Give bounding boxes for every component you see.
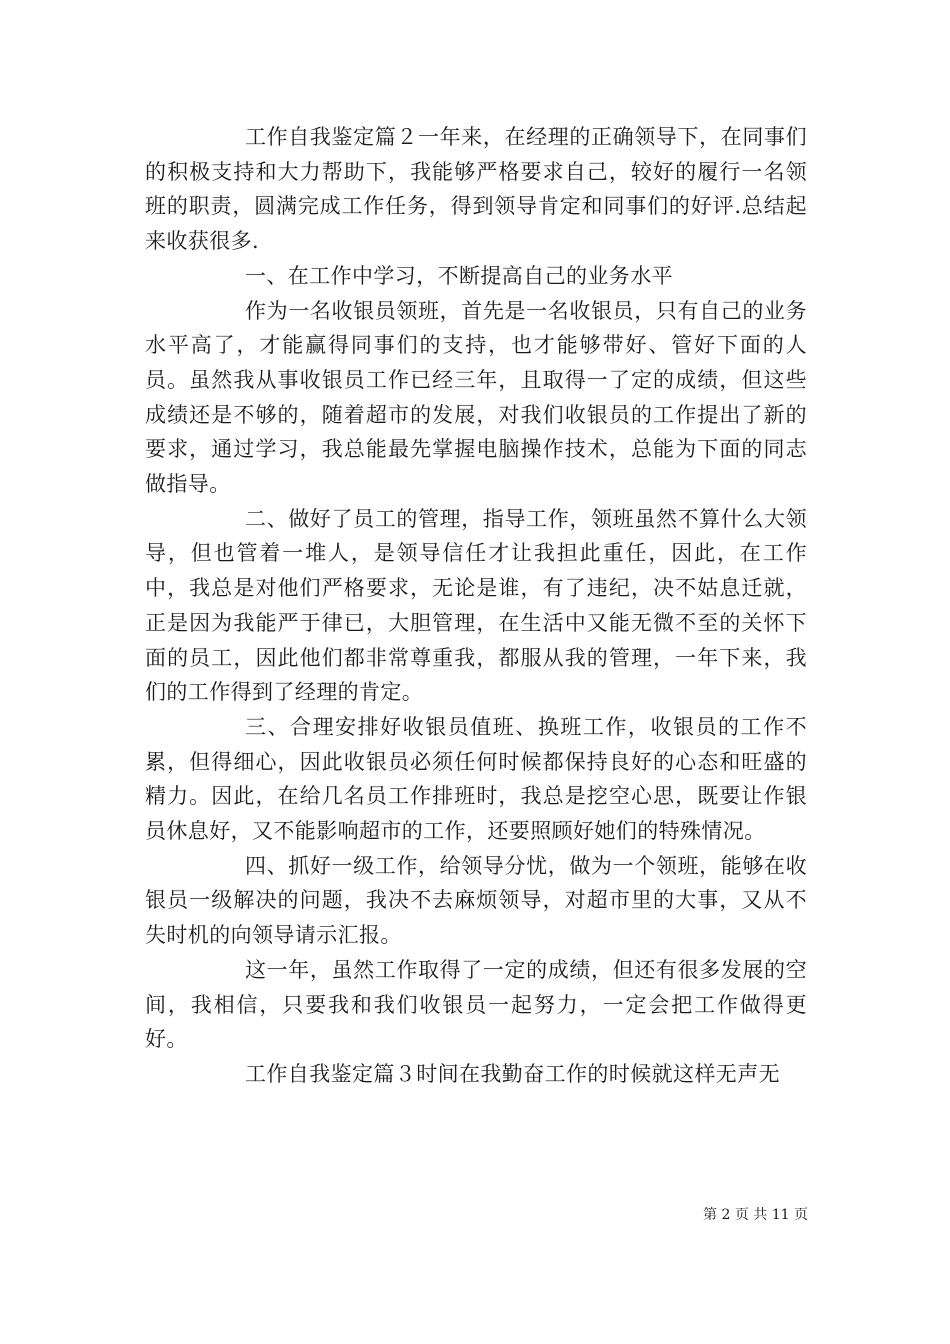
paragraph-learning: 作为一名收银员领班，首先是一名收银员，只有自己的业务水平高了，才能赢得同事们的支持，也才能够带好、管好下面的人员。虽然我从事收银员工作已经三年，且取得一了定的成绩，但这些成绩还是不够的，随着超市的发展，对我们收银员的工作提出了新的要求，通过学习，我总能最先掌握电脑操作技术，总能为下面的同志做指导。 — [145, 298, 807, 497]
page-number-footer: 第 2 页 共 11 页 — [703, 1207, 808, 1223]
paragraph-scheduling: 三、合理安排好收银员值班、换班工作，收银员的工作不累，但得细心，因此收银员必须任何时候都保持良好的心态和旺盛的精力。因此，在给几名员工作排班时，我总是挖空心思，既要让作银员休息好，又不能影响超市的工作，还要照顾好她们的特殊情况。 — [145, 714, 807, 844]
document-body — [145, 120, 807, 1092]
paragraph-intro: 工作自我鉴定篇２一年来，在经理的正确领导下，在同事们的积极支持和大力帮助下，我能够严格要求自己，较好的履行一名领班的职责，圆满完成工作任务，得到领导肯定和同事们的好评.总结起来收获很多. — [145, 125, 807, 254]
paragraph-support: 四、抓好一级工作，给领导分忧，做为一个领班，能够在收银员一级解决的问题，我决不去麻烦领导，对超市里的大事，又从不失时机的向领导请示汇报。 — [145, 853, 807, 948]
section-heading-learning: 一、在工作中学习，不断提高自己的业务水平 — [245, 263, 673, 288]
paragraph-management: 二、做好了员工的管理，指导工作，领班虽然不算什么大领导，但也管着一堆人，是领导信任才让我担此重任，因此，在工作中，我总是对他们严格要求，无论是谁，有了违纪，决不姑息迁就，正是因为我能严于律已，大胆管理，在生活中又能无微不至的关怀下面的员工，因此他们都非常尊重我，都服从我的管理，一年下来，我们的工作得到了经理的肯定。 — [145, 506, 807, 705]
paragraph-next-article: 工作自我鉴定篇３时间在我勤奋工作的时候就这样无声无 — [245, 1061, 780, 1086]
paragraph-conclusion: 这一年，虽然工作取得了一定的成绩，但还有很多发展的空间，我相信，只要我和我们收银员一起努力，一定会把工作做得更好。 — [145, 957, 807, 1052]
